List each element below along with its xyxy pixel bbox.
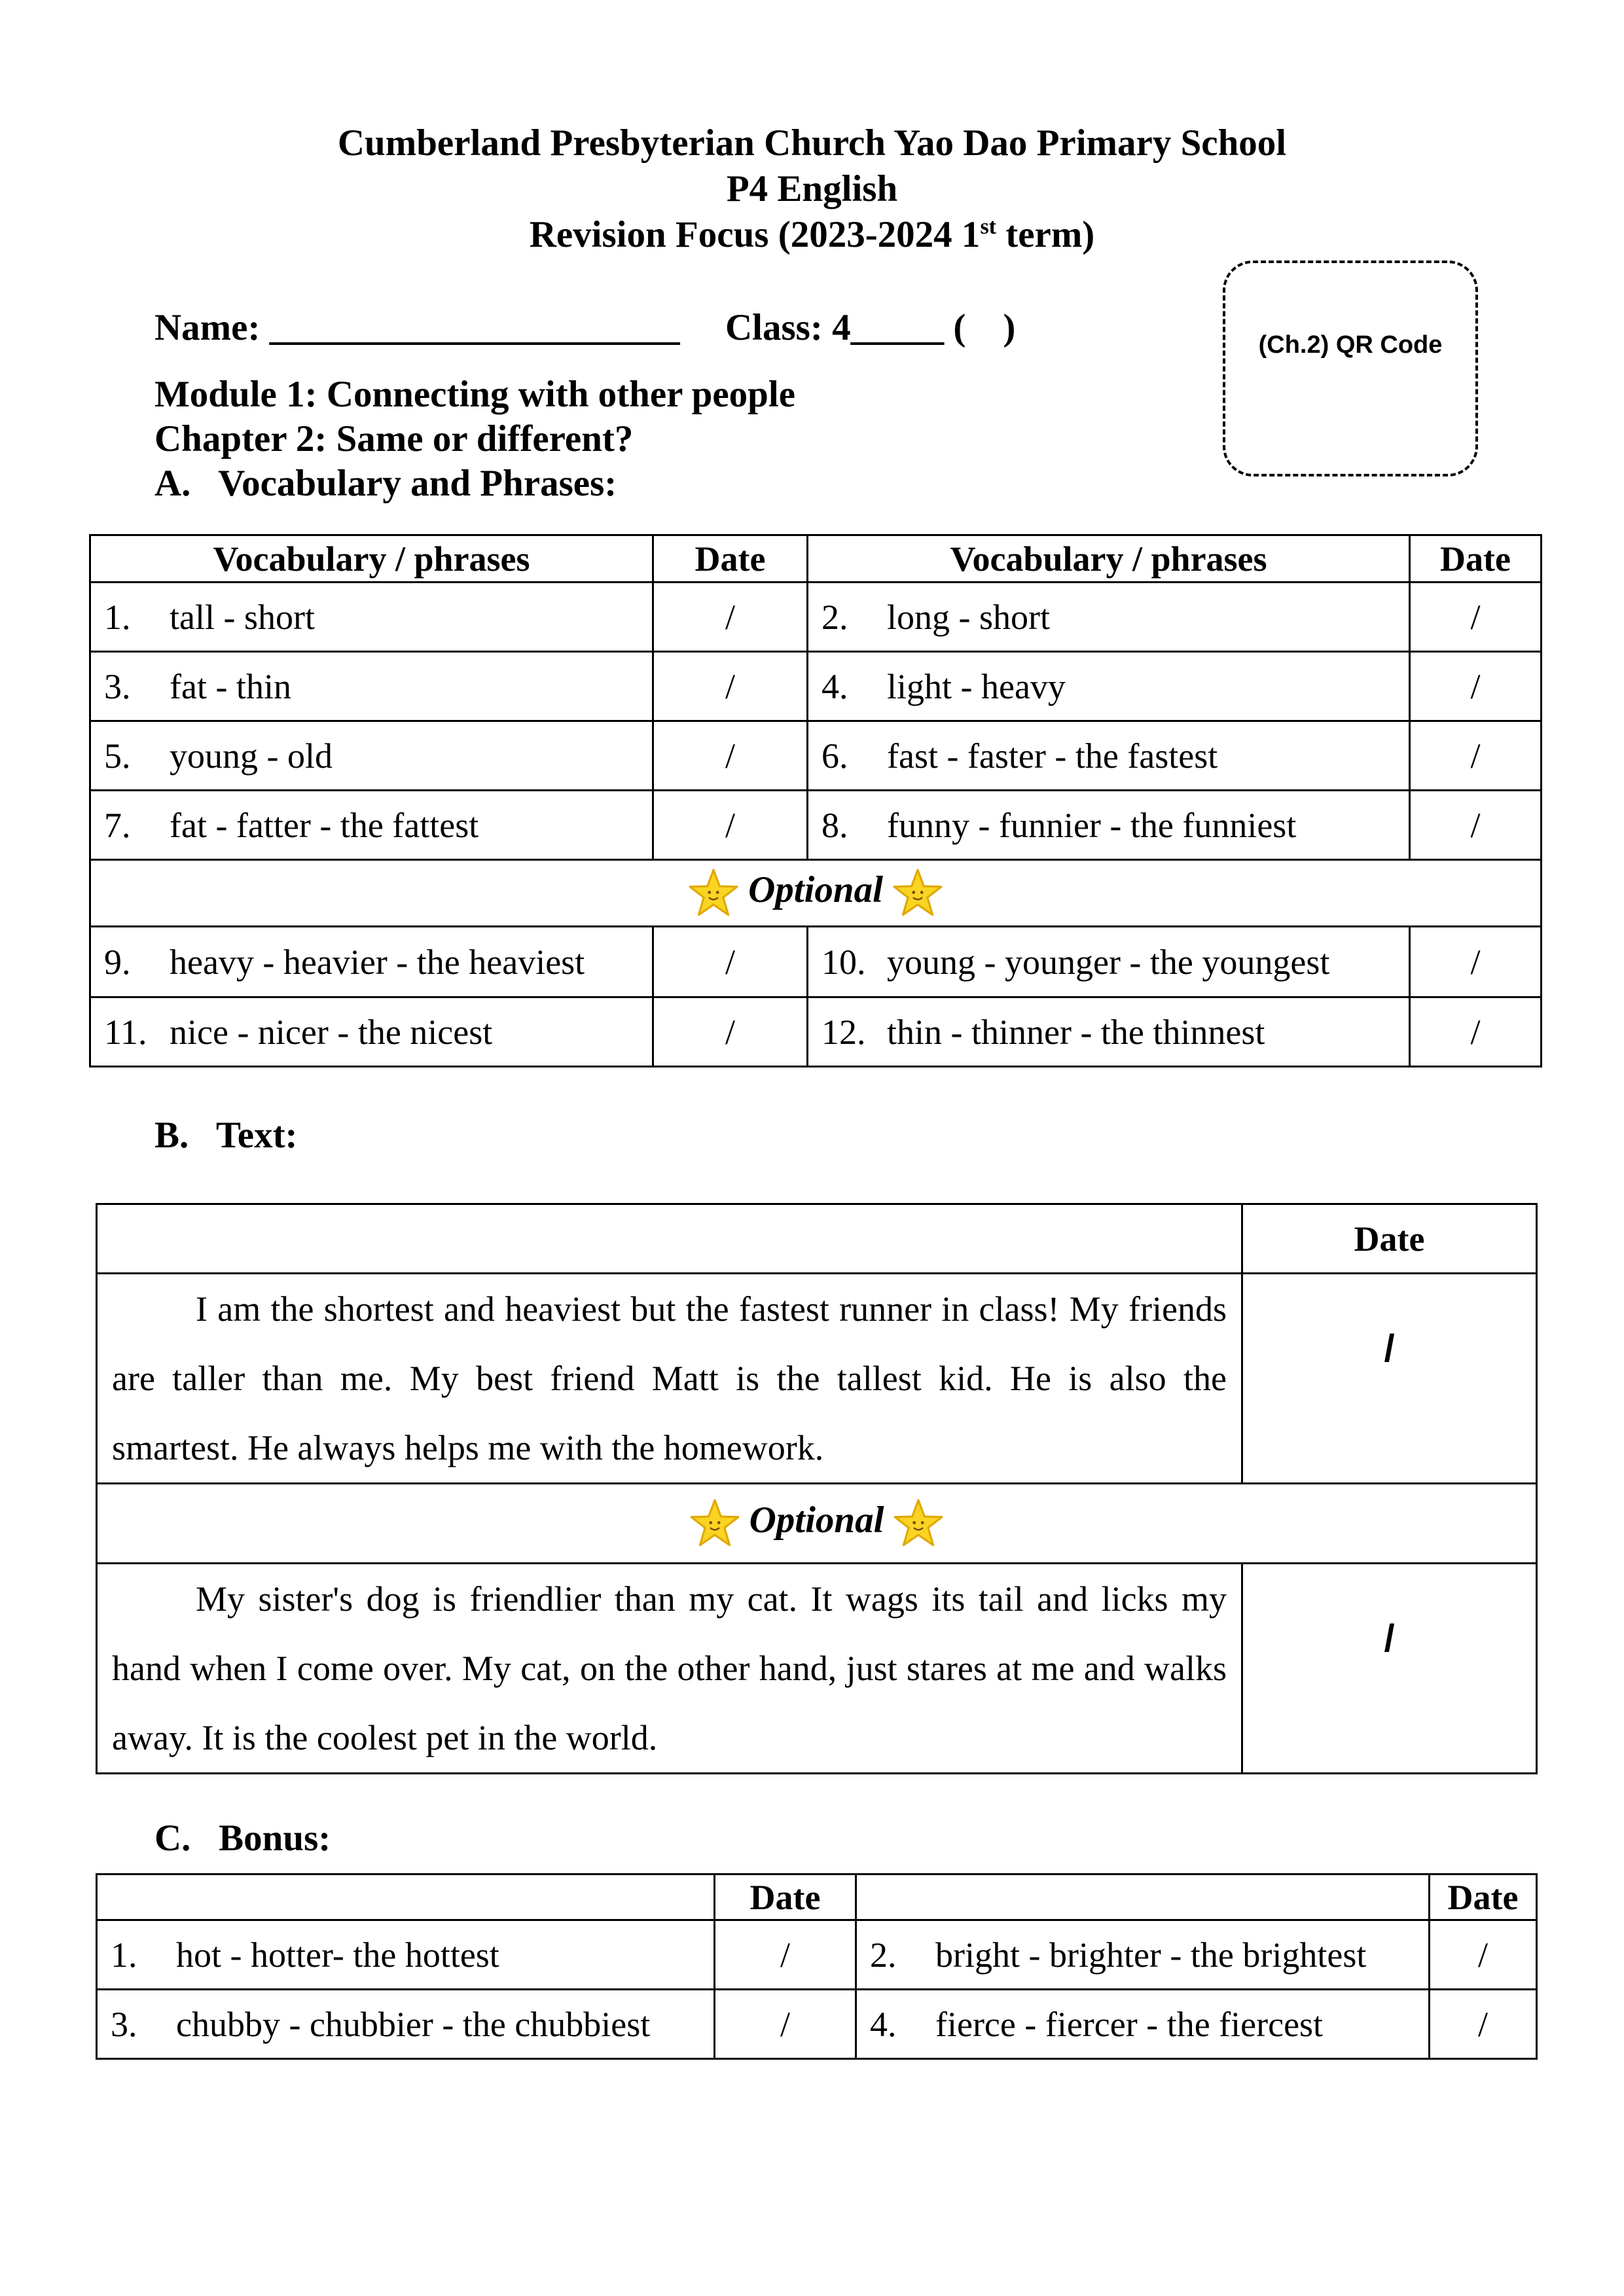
vocab-item xyxy=(90,721,653,791)
vocab-item xyxy=(808,791,1410,860)
vocab-item xyxy=(90,997,653,1067)
date-cell[interactable]: / xyxy=(715,1990,856,2059)
date-cell[interactable]: / xyxy=(653,927,808,997)
item-text: fierce - fiercer - the fiercest xyxy=(935,2004,1324,2044)
vocab-item xyxy=(808,652,1410,721)
col-date-header: Date xyxy=(1242,1204,1537,1274)
table-row xyxy=(90,721,1542,791)
optional-banner xyxy=(97,1484,1537,1564)
text-table xyxy=(96,1203,1538,1774)
col-vocab-header: Vocabulary / phrases xyxy=(90,535,653,583)
item-text: nice - nicer - the nicest xyxy=(170,1012,493,1052)
item-text: young - old xyxy=(170,736,333,776)
vocab-item xyxy=(808,997,1410,1067)
bonus-item xyxy=(856,1920,1430,1990)
col-date-header: Date xyxy=(1430,1874,1537,1920)
qr-code-label: (Ch.2) QR Code xyxy=(1258,331,1443,359)
school-name: Cumberland Presbyterian Church Yao Dao Primary School xyxy=(337,122,1287,164)
date-cell[interactable]: / xyxy=(1242,1564,1537,1774)
item-text: long - short xyxy=(887,597,1050,637)
bonus-item xyxy=(97,1920,715,1990)
vocabulary-table xyxy=(89,534,1542,1067)
col-date-header: Date xyxy=(653,535,808,583)
focus-suffix: term) xyxy=(996,214,1095,255)
vocab-item xyxy=(808,721,1410,791)
bonus-table xyxy=(96,1873,1538,2060)
item-text: hot - hotter- the hottest xyxy=(176,1935,499,1975)
optional-row xyxy=(90,860,1542,927)
item-number: 4. xyxy=(870,2004,897,2044)
item-number: 9. xyxy=(104,942,131,982)
chapter-title: Chapter 2: Same or different? xyxy=(154,418,634,459)
revision-focus-title xyxy=(0,213,1624,257)
item-number: 8. xyxy=(821,805,848,845)
table-row xyxy=(90,652,1542,721)
class-field[interactable]: Class: 4_____ ( ) xyxy=(725,307,1016,348)
section-a-title: A. Vocabulary and Phrases: xyxy=(154,463,617,504)
vocab-item xyxy=(90,652,653,721)
focus-sup: st xyxy=(980,215,996,239)
date-cell[interactable]: / xyxy=(1410,721,1542,791)
item-number: 1. xyxy=(111,1935,137,1975)
star-icon xyxy=(892,868,943,919)
date-cell[interactable]: / xyxy=(1410,652,1542,721)
table-header-row xyxy=(97,1874,1537,1920)
subject-title: P4 English xyxy=(726,168,898,209)
item-text: fast - faster - the fastest xyxy=(887,736,1218,776)
blank-header xyxy=(97,1204,1242,1274)
section-c-title: C. Bonus: xyxy=(154,1818,331,1859)
item-text: tall - short xyxy=(170,597,315,637)
vocab-item xyxy=(90,583,653,652)
star-icon xyxy=(689,1498,740,1549)
item-number: 2. xyxy=(870,1935,897,1975)
reading-text-cell xyxy=(97,1564,1242,1774)
item-number: 5. xyxy=(104,736,131,776)
item-number: 3. xyxy=(104,666,131,706)
item-text: heavy - heavier - the heaviest xyxy=(170,942,585,982)
col-date-header: Date xyxy=(1410,535,1542,583)
vocab-item xyxy=(90,927,653,997)
date-cell[interactable]: / xyxy=(653,997,808,1067)
item-text: light - heavy xyxy=(887,666,1066,706)
item-number: 12. xyxy=(821,1012,866,1052)
item-number: 4. xyxy=(821,666,848,706)
module-title: Module 1: Connecting with other people xyxy=(154,374,796,415)
table-row xyxy=(90,927,1542,997)
date-cell[interactable]: / xyxy=(1410,583,1542,652)
date-cell[interactable]: / xyxy=(1410,791,1542,860)
table-header-row xyxy=(90,535,1542,583)
reading-text: I am the shortest and heaviest but the fastest runner in class! My friends are taller than me. My best friend Matt is the tallest kid. He is also the smartest. He always helps me with the homework. xyxy=(112,1289,1227,1467)
date-cell[interactable]: / xyxy=(653,652,808,721)
date-cell[interactable]: / xyxy=(715,1920,856,1990)
reading-text-cell xyxy=(97,1274,1242,1484)
blank-header xyxy=(856,1874,1430,1920)
date-cell[interactable]: / xyxy=(653,791,808,860)
table-row xyxy=(90,791,1542,860)
name-field[interactable]: Name: ______________________ xyxy=(154,307,680,348)
item-number: 7. xyxy=(104,805,131,845)
item-number: 3. xyxy=(111,2004,137,2044)
table-row xyxy=(97,1920,1537,1990)
item-number: 10. xyxy=(821,942,866,982)
item-number: 1. xyxy=(104,597,131,637)
star-icon xyxy=(893,1498,944,1549)
bonus-item xyxy=(856,1990,1430,2059)
reading-text: My sister's dog is friendlier than my cat. It wags its tail and licks my hand when I come over. My cat, on the other hand, just stares at me and walks away. It is the coolest pet in the world. xyxy=(112,1579,1227,1757)
item-number: 11. xyxy=(104,1012,147,1052)
star-icon xyxy=(688,868,739,919)
table-row xyxy=(90,997,1542,1067)
col-date-header: Date xyxy=(715,1874,856,1920)
optional-label: Optional xyxy=(749,1499,884,1541)
optional-label: Optional xyxy=(748,869,883,910)
date-cell[interactable]: / xyxy=(1242,1274,1537,1484)
date-cell[interactable]: / xyxy=(1430,1920,1537,1990)
section-b-title: B. Text: xyxy=(154,1115,298,1156)
item-text: young - younger - the youngest xyxy=(887,942,1330,982)
bonus-item xyxy=(97,1990,715,2059)
item-number: 6. xyxy=(821,736,848,776)
optional-row xyxy=(97,1484,1537,1564)
optional-banner xyxy=(90,860,1542,927)
date-cell[interactable]: / xyxy=(653,721,808,791)
table-row xyxy=(97,1564,1537,1774)
date-cell[interactable]: / xyxy=(1410,927,1542,997)
vocab-item xyxy=(808,583,1410,652)
item-number: 2. xyxy=(821,597,848,637)
date-cell[interactable]: / xyxy=(1430,1990,1537,2059)
date-cell[interactable]: / xyxy=(1410,997,1542,1067)
blank-header xyxy=(97,1874,715,1920)
table-row xyxy=(97,1274,1537,1484)
vocab-item xyxy=(808,927,1410,997)
table-row xyxy=(90,583,1542,652)
item-text: fat - fatter - the fattest xyxy=(170,805,479,845)
item-text: fat - thin xyxy=(170,666,291,706)
vocab-item xyxy=(90,791,653,860)
item-text: thin - thinner - the thinnest xyxy=(887,1012,1265,1052)
table-header-row xyxy=(97,1204,1537,1274)
item-text: chubby - chubbier - the chubbiest xyxy=(176,2004,651,2044)
item-text: bright - brighter - the brightest xyxy=(935,1935,1367,1975)
item-text: funny - funnier - the funniest xyxy=(887,805,1297,845)
focus-prefix: Revision Focus (2023-2024 1 xyxy=(529,214,981,255)
col-vocab-header: Vocabulary / phrases xyxy=(808,535,1410,583)
qr-code-placeholder xyxy=(1223,260,1478,476)
table-row xyxy=(97,1990,1537,2059)
date-cell[interactable]: / xyxy=(653,583,808,652)
